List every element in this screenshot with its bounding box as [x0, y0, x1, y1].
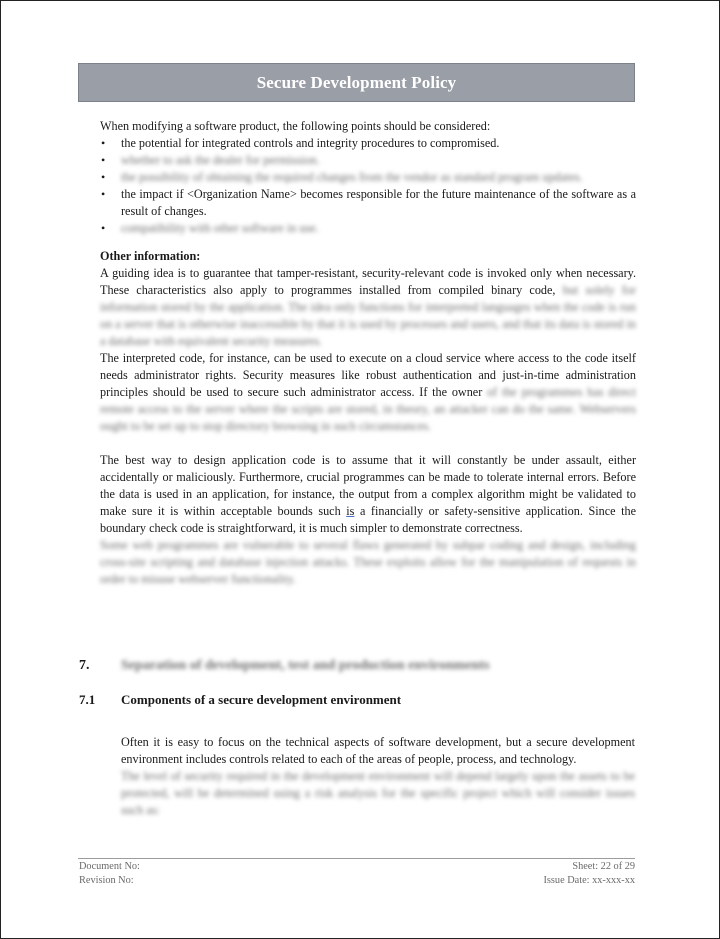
paragraph-text-blurred: of the programmes has direct remote access to the server where the scripts are stored, in theory, an attacker can do the same. Webservers ought to be set up to stop directory browsing in such circumstances.: [100, 385, 637, 433]
section-7-1-paragraph-blurred: The level of security required in the development environment will depend largely upon the assets to be protected, will be determined using a risk analysis for the specific project which will consider issues such as:: [121, 769, 635, 817]
list-item-text-blurred: the possibility of obtaining the required changes from the vendor as standard program updates.: [121, 170, 583, 184]
sheet-number: Sheet: 22 of 29: [572, 861, 635, 872]
list-item-text: the impact if <Organization Name> becomes responsible for the future maintenance of the software as a result of changes.: [121, 187, 636, 218]
considerations-list: [100, 135, 636, 237]
bullet-icon: •: [101, 187, 106, 201]
section-7-1-body: [121, 734, 635, 819]
title-banner: [78, 63, 635, 102]
document-body: [100, 118, 636, 588]
footer-divider: [78, 858, 635, 859]
paragraph-text: The best way to design application code is to assume that it will constantly be under assault, either accidentally or maliciously. Furthermore, crucial programmes can be made to tolerate internal errors. Before the data is used in an application, for instance, the output from a complex algorithm might be validated to make sure it is within acceptable bounds such: [100, 453, 636, 518]
paragraph-text: A guiding idea is to guarantee that tamper-resistant, security-relevant code is invoked only when necessary. These characteristics also apply to programmes installed from compiled binary code,: [100, 266, 636, 297]
paragraph-text-blurred: but solely for information stored by the application. The idea only functions for interpreted languages when the code is run on a server that is otherwise inaccessible by that it is used by processes and users, and that its data is stored in a database with equivalent security measures.: [100, 283, 637, 348]
intro-text: When modifying a software product, the following points should be considered:: [100, 119, 491, 133]
paragraph-text: The interpreted code, for instance, can be used to execute on a cloud service where access to the code itself needs administrator rights. Security measures like robust authentication and just-in-time administration principles should be used to secure such administrator access. If the owner: [100, 351, 636, 399]
list-item: [100, 169, 636, 186]
list-item: [100, 152, 636, 169]
subsection-number: 7.1: [79, 692, 96, 707]
other-info-paragraph-3-blurred: Some web programmes are vulnerable to several flaws generated by subpar coding and design, including cross-site scripting and database injection attacks. These exploits allow for the manipulation of requests in order to misuse webserver functionality.: [100, 538, 636, 586]
list-item: [100, 186, 636, 220]
issue-date: Issue Date: xx-xxx-xx: [543, 875, 635, 886]
list-item: [100, 135, 636, 152]
section-number: 7.: [79, 658, 90, 673]
list-item-text: the potential for integrated controls and integrity procedures to compromised.: [121, 136, 500, 150]
document-title: Secure Development Policy: [256, 72, 457, 92]
bullet-icon: •: [101, 153, 106, 167]
other-info-paragraph-3: [100, 452, 636, 537]
section-7-1-paragraph: Often it is easy to focus on the technical aspects of software development, but a secure development environment includes controls related to each of the areas of people, process, and technology.: [121, 735, 635, 766]
bullet-icon: •: [101, 136, 106, 150]
other-info-heading: Other information:: [100, 249, 201, 263]
document-no-label: Document No:: [79, 861, 140, 872]
list-item-text-blurred: compatibility with other software in use.: [121, 221, 319, 235]
other-info-paragraph-1: [100, 265, 636, 350]
paragraph-text: a financially or safety-sensitive application. Since the boundary check code is straightforward, it is much simpler to demonstrate correctness.: [100, 504, 636, 535]
subsection-title: Components of a secure development environment: [121, 692, 402, 707]
list-item: [100, 220, 636, 237]
page-footer: [79, 860, 635, 888]
section-7-1-heading: [79, 692, 401, 708]
list-item-text-blurred: whether to ask the dealer for permission.: [121, 153, 320, 167]
spellcheck-underlined-word: is: [346, 504, 355, 518]
section-7-heading: [79, 658, 490, 674]
revision-no-label: Revision No:: [79, 875, 134, 886]
bullet-icon: •: [101, 170, 106, 184]
section-title-blurred: Separation of development, test and production environments: [121, 658, 490, 673]
bullet-icon: •: [101, 221, 106, 235]
other-info-paragraph-2: [100, 350, 636, 435]
